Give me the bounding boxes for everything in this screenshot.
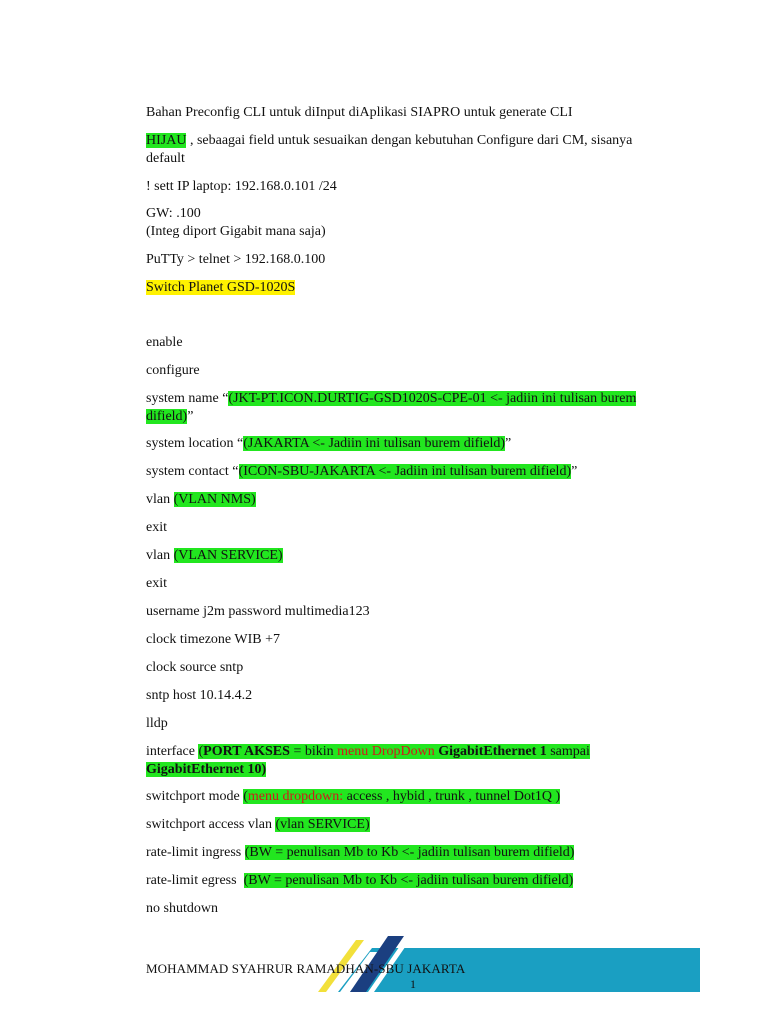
vlan-service-prefix: vlan <box>146 548 174 563</box>
putty-line: PuTTy > telnet > 192.168.0.100 <box>146 252 326 267</box>
rate-egress-field: (BW = penulisan Mb to Kb <- jadiin tulisan burem difield) <box>243 873 574 888</box>
sett-ip-line: ! sett IP laptop: 192.168.0.101 /24 <box>146 179 337 194</box>
rate-ingress-field: (BW = penulisan Mb to Kb <- jadiin tulisan burem difield) <box>244 845 575 860</box>
cmd-no-shutdown: no shutdown <box>146 901 218 916</box>
switchport-mode-field <box>243 789 560 804</box>
interface-field <box>146 744 590 777</box>
cmd-username: username j2m password multimedia123 <box>146 604 370 619</box>
switch-model-highlight: Switch Planet GSD-1020S <box>146 280 296 295</box>
switchport-mode-menu-dropdown: menu dropdown: <box>247 789 344 804</box>
system-location-prefix: system location “ <box>146 436 244 451</box>
gw-line: GW: .100 <box>146 206 201 221</box>
interface-prefix: interface <box>146 744 199 759</box>
rate-egress-prefix: rate-limit egress <box>146 873 244 888</box>
cmd-system-location <box>146 435 668 453</box>
cmd-rate-limit-ingress <box>146 844 668 862</box>
cmd-switchport-mode <box>146 788 668 806</box>
cmd-rate-limit-egress <box>146 872 668 890</box>
system-contact-prefix: system contact “ <box>146 464 239 479</box>
vlan-nms-prefix: vlan <box>146 492 174 507</box>
switchport-mode-prefix: switchport mode <box>146 789 244 804</box>
cmd-clock-timezone: clock timezone WIB +7 <box>146 632 280 647</box>
vlan-nms-field: (VLAN NMS) <box>173 492 256 507</box>
cmd-system-name <box>146 390 656 426</box>
cmd-exit-2: exit <box>146 576 167 591</box>
hijau-note-text: , sebaagai field untuk sesuaikan dengan kebutuhan Configure dari CM, sisanya default <box>146 133 633 166</box>
system-name-prefix: system name “ <box>146 391 229 406</box>
intro-title: Bahan Preconfig CLI untuk diInput diAplikasi SIAPRO untuk generate CLI <box>146 105 573 120</box>
hijau-highlight: HIJAU <box>146 133 187 148</box>
switchport-access-prefix: switchport access vlan <box>146 817 276 832</box>
system-location-field: (JAKARTA <- Jadiin ini tulisan burem difield) <box>243 436 505 451</box>
switch-model-line <box>146 279 668 297</box>
interface-sampai: sampai <box>546 744 590 759</box>
interface-ge10: GigabitEthernet 10) <box>146 762 267 777</box>
switchport-mode-open: ( <box>243 789 248 804</box>
system-location-suffix: ” <box>505 436 512 451</box>
page-number: 1 <box>410 977 416 991</box>
interface-port-akses: PORT AKSES <box>203 744 290 759</box>
cmd-switchport-access <box>146 816 668 834</box>
cmd-vlan-nms <box>146 491 668 509</box>
switchport-access-field: (vlan SERVICE) <box>275 817 370 832</box>
system-contact-suffix: ” <box>571 464 578 479</box>
cmd-configure: configure <box>146 363 200 378</box>
interface-ge1: GigabitEthernet 1 <box>438 744 547 759</box>
cmd-sntp-host: sntp host 10.14.4.2 <box>146 688 253 703</box>
switchport-mode-options: access , hybid , trunk , tunnel Dot1Q ) <box>343 789 561 804</box>
footer-author: MOHAMMAD SYAHRUR RAMADHAN-SBU JAKARTA <box>146 961 466 976</box>
hijau-note <box>146 132 656 168</box>
cmd-enable: enable <box>146 335 183 350</box>
interface-open: ( <box>198 744 204 759</box>
cmd-clock-source: clock source sntp <box>146 660 244 675</box>
system-name-suffix: ” <box>187 409 194 424</box>
cmd-exit-1: exit <box>146 520 167 535</box>
system-contact-field: (ICON-SBU-JAKARTA <- Jadiin ini tulisan burem difield) <box>238 464 572 479</box>
integ-line: (Integ diport Gigabit mana saja) <box>146 224 326 239</box>
cmd-vlan-service <box>146 547 668 565</box>
cmd-system-contact <box>146 463 668 481</box>
rate-ingress-prefix: rate-limit ingress <box>146 845 245 860</box>
interface-eq: = bikin <box>289 744 338 759</box>
cmd-interface <box>146 743 656 779</box>
vlan-service-field: (VLAN SERVICE) <box>173 548 283 563</box>
system-name-field: (JKT-PT.ICON.DURTIG-GSD1020S-CPE-01 <- jadiin ini tulisan burem difield) <box>146 391 637 424</box>
cmd-lldp: lldp <box>146 716 168 731</box>
interface-menu-dropdown: menu DropDown <box>337 744 435 759</box>
